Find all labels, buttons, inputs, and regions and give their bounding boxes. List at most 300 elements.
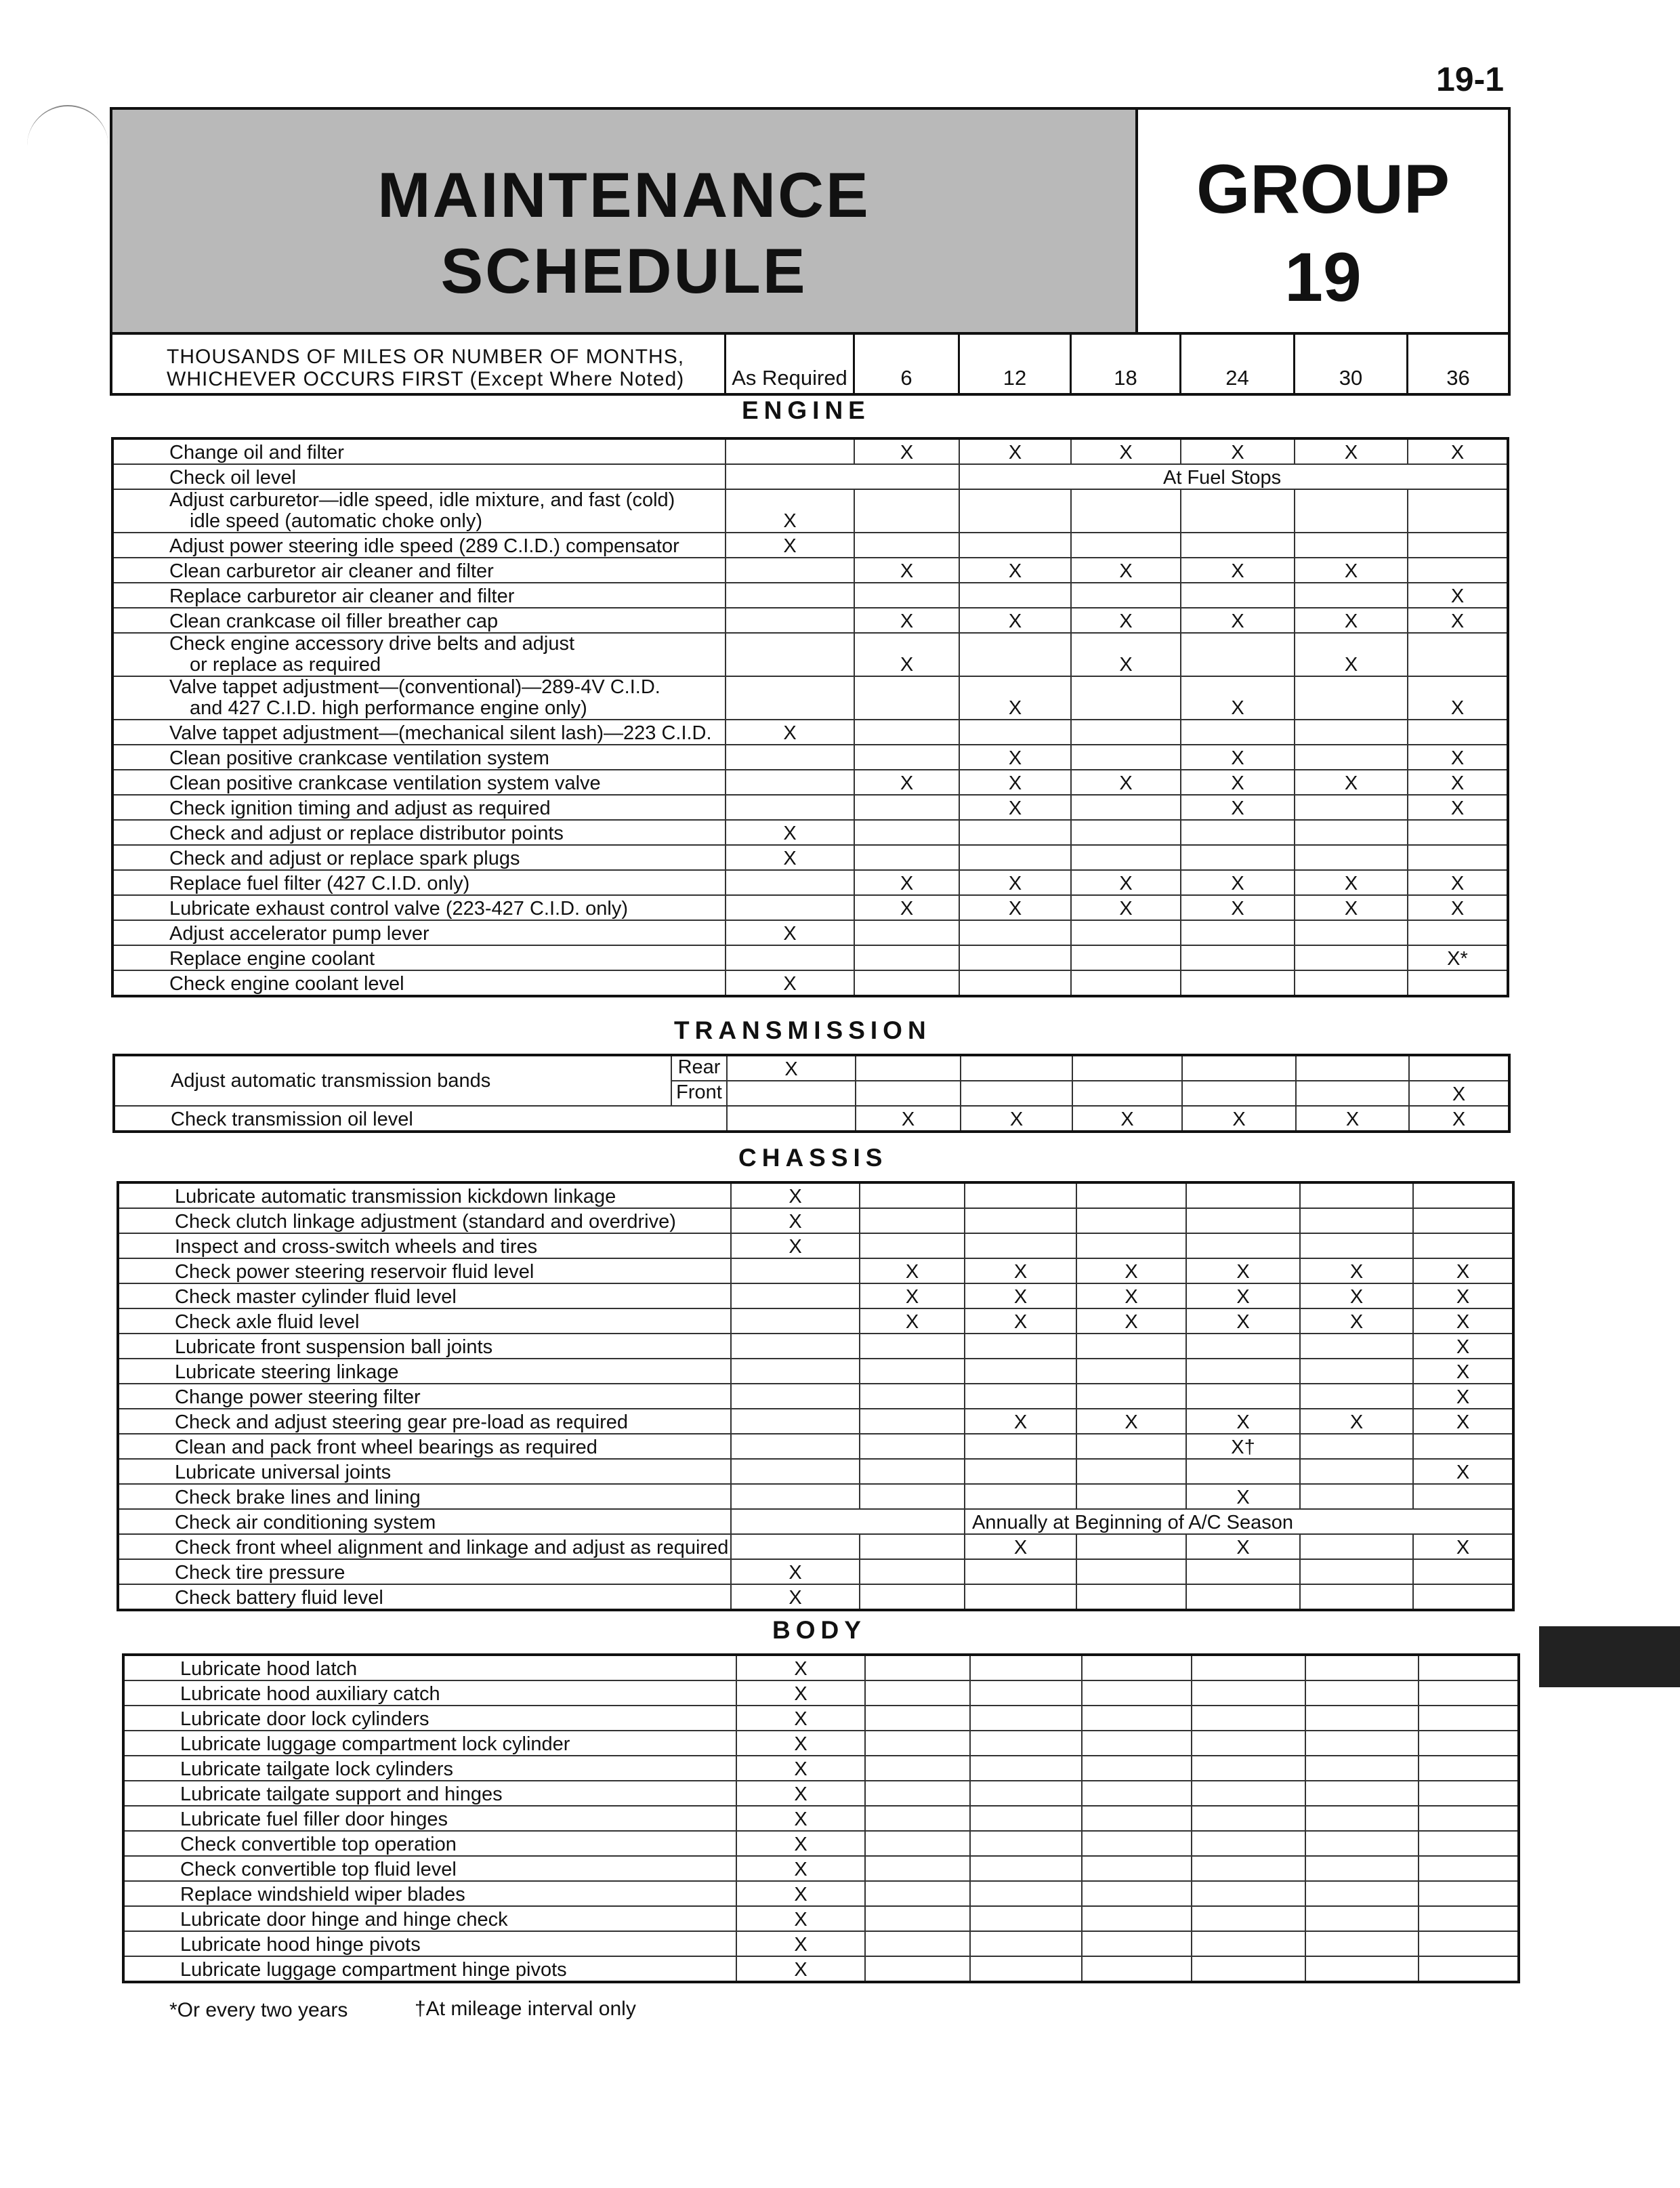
- mark-cell: [1300, 1208, 1413, 1233]
- mark-cell: [854, 945, 959, 970]
- col-label: As Required: [732, 366, 847, 390]
- table-row: [123, 1856, 1519, 1881]
- mark-cell: X: [959, 558, 1071, 583]
- task-cell: [118, 1484, 731, 1509]
- mark-cell: [965, 1459, 1076, 1484]
- task-cell: [118, 1509, 731, 1534]
- mark-cell: [1082, 1856, 1192, 1881]
- title-line-1: MAINTENANCE: [377, 159, 870, 230]
- mark-cell: X: [736, 1956, 865, 1982]
- mark-cell: X: [1186, 1308, 1300, 1334]
- mark-cell: X: [860, 1258, 965, 1283]
- mark-cell: [1082, 1956, 1192, 1982]
- mark-cell: X: [1076, 1409, 1186, 1434]
- mark-cell: [1181, 633, 1295, 676]
- mark-cell: X: [1071, 633, 1181, 676]
- mark-cell: X: [1300, 1409, 1413, 1434]
- mark-cell: X: [1408, 770, 1508, 795]
- task-cell: [123, 1706, 736, 1731]
- mark-cell: [1295, 820, 1408, 845]
- table-row: [112, 533, 1508, 558]
- mark-cell: X: [726, 533, 854, 558]
- table-row: [112, 745, 1508, 770]
- mark-cell: [865, 1655, 970, 1680]
- mark-cell: X: [959, 676, 1071, 720]
- mark-cell: X: [1408, 583, 1508, 608]
- mark-cell: [1419, 1856, 1519, 1881]
- mark-cell: [1413, 1584, 1513, 1610]
- mark-cell: X: [1186, 1283, 1300, 1308]
- table-row: [118, 1208, 1513, 1233]
- mark-cell: [1181, 920, 1295, 945]
- mark-cell: X: [1181, 438, 1295, 464]
- mark-cell: X: [1181, 676, 1295, 720]
- mark-cell: [1413, 1182, 1513, 1208]
- mark-cell: [1181, 970, 1295, 996]
- task-cell: [123, 1781, 736, 1806]
- mark-cell: X: [736, 1731, 865, 1756]
- interval-note: Annually at Beginning of A/C Season: [965, 1509, 1513, 1534]
- mark-cell: X: [736, 1881, 865, 1906]
- mark-cell: X: [1413, 1283, 1513, 1308]
- mark-cell: [1082, 1781, 1192, 1806]
- mark-cell: X: [854, 438, 959, 464]
- task-cell: [118, 1434, 731, 1459]
- mark-cell: [959, 720, 1071, 745]
- mark-cell: [1305, 1655, 1419, 1680]
- mark-cell: [1408, 820, 1508, 845]
- mark-cell: [1295, 676, 1408, 720]
- mark-cell: [959, 920, 1071, 945]
- mark-cell: [865, 1956, 970, 1982]
- col-24: [1179, 335, 1293, 396]
- mark-cell: [965, 1208, 1076, 1233]
- task-cell: [118, 1534, 731, 1559]
- task-cell: [112, 920, 726, 945]
- mark-cell: X: [1295, 633, 1408, 676]
- mark-cell: [970, 1906, 1082, 1931]
- mark-cell: [1305, 1806, 1419, 1831]
- task-label: Adjust accelerator pump lever: [169, 923, 429, 945]
- task-cell: [118, 1258, 731, 1283]
- group-label: GROUP: [1196, 150, 1450, 228]
- mark-cell: X: [726, 720, 854, 745]
- table-row: [112, 820, 1508, 845]
- mark-cell: [731, 1384, 860, 1409]
- mark-cell: [726, 583, 854, 608]
- task-label: Replace carburetor air cleaner and filter: [169, 585, 515, 607]
- mark-cell: [1082, 1756, 1192, 1781]
- mark-cell: [1419, 1731, 1519, 1756]
- mark-cell: X: [1408, 895, 1508, 920]
- interval-label-line-1: THOUSANDS OF MILES OR NUMBER OF MONTHS,: [167, 346, 685, 368]
- mark-cell: [856, 1081, 961, 1106]
- table-row: [112, 676, 1508, 720]
- margin-mark: [27, 105, 108, 147]
- task-cell: [112, 720, 726, 745]
- task-cell: [112, 895, 726, 920]
- page-header: [110, 107, 1511, 396]
- task-cell: [118, 1334, 731, 1359]
- table-row: [118, 1434, 1513, 1459]
- table-row: [112, 870, 1508, 895]
- table-row: [118, 1359, 1513, 1384]
- task-label: Check ignition timing and adjust as required: [169, 798, 551, 819]
- task-label: Lubricate door hinge and hinge check: [180, 1909, 508, 1931]
- table-row: [118, 1283, 1513, 1308]
- table-row: [118, 1233, 1513, 1258]
- task-cell: [112, 870, 726, 895]
- task-label: Clean and pack front wheel bearings as required: [175, 1437, 597, 1458]
- mark-cell: [1305, 1856, 1419, 1881]
- mark-cell: [1076, 1484, 1186, 1509]
- table-row: [112, 795, 1508, 820]
- mark-cell: [865, 1906, 970, 1931]
- mark-cell: [1295, 920, 1408, 945]
- mark-cell: X: [1413, 1534, 1513, 1559]
- task-cell: [112, 770, 726, 795]
- mark-cell: [1192, 1881, 1305, 1906]
- task-label-continued: and 427 C.I.D. high performance engine only): [190, 697, 587, 719]
- mark-cell: [1192, 1906, 1305, 1931]
- task-cell: [118, 1459, 731, 1484]
- mark-cell: [1192, 1680, 1305, 1706]
- table-row: [112, 770, 1508, 795]
- interval-header-label: [167, 346, 684, 390]
- mark-cell: [865, 1706, 970, 1731]
- mark-cell: [1181, 845, 1295, 870]
- title-panel: [112, 110, 1138, 332]
- table-row: [123, 1706, 1519, 1731]
- mark-cell: [865, 1931, 970, 1956]
- mark-cell: [854, 920, 959, 945]
- mark-cell: [1305, 1756, 1419, 1781]
- mark-cell: X: [854, 895, 959, 920]
- mark-cell: [1192, 1655, 1305, 1680]
- mark-cell: [1076, 1534, 1186, 1559]
- mark-cell: X: [1181, 770, 1295, 795]
- page-number: 19-1: [1436, 60, 1505, 98]
- mark-cell: [731, 1484, 860, 1509]
- mark-cell: X: [1181, 795, 1295, 820]
- mark-cell: X: [1181, 870, 1295, 895]
- mark-cell: [1295, 945, 1408, 970]
- mark-cell: [1295, 583, 1408, 608]
- mark-cell: X: [959, 895, 1071, 920]
- task-label: Lubricate universal joints: [175, 1462, 392, 1483]
- mark-cell: [1082, 1680, 1192, 1706]
- task-label: Lubricate front suspension ball joints: [175, 1336, 493, 1358]
- mark-cell: [1192, 1756, 1305, 1781]
- task-label: Lubricate tailgate lock cylinders: [180, 1758, 453, 1780]
- table-row: [112, 583, 1508, 608]
- section-title-transmission: TRANSMISSION: [674, 1016, 931, 1044]
- mark-cell: [1300, 1459, 1413, 1484]
- mark-cell: [1296, 1081, 1409, 1106]
- table-row: [123, 1881, 1519, 1906]
- mark-cell: [1419, 1906, 1519, 1931]
- task-label: Check and adjust steering gear pre-load as required: [175, 1411, 629, 1433]
- mark-cell: X: [965, 1534, 1076, 1559]
- mark-cell: [726, 438, 854, 464]
- mark-cell: [1072, 1081, 1182, 1106]
- mark-cell: [854, 970, 959, 996]
- mark-cell: [1071, 745, 1181, 770]
- mark-cell: [1076, 1384, 1186, 1409]
- mark-cell: X: [731, 1208, 860, 1233]
- table-row: [118, 1384, 1513, 1409]
- mark-cell: [970, 1781, 1082, 1806]
- task-cell: [112, 633, 726, 676]
- task-label: Check front wheel alignment and linkage and adjust as required: [175, 1537, 729, 1559]
- mark-cell: [965, 1334, 1076, 1359]
- mark-cell: [726, 464, 959, 489]
- col-12: [958, 335, 1070, 396]
- table-row: [112, 633, 1508, 676]
- task-cell: [123, 1831, 736, 1856]
- task-label: Clean positive crankcase ventilation system: [169, 747, 549, 769]
- mark-cell: X: [1071, 770, 1181, 795]
- task-label: Lubricate hood latch: [180, 1658, 358, 1680]
- mark-cell: [1181, 720, 1295, 745]
- task-label: Lubricate luggage compartment hinge pivots: [180, 1959, 567, 1981]
- mark-cell: [1300, 1434, 1413, 1459]
- mark-cell: [731, 1334, 860, 1359]
- mark-cell: [1419, 1680, 1519, 1706]
- interval-header-row: [112, 332, 1508, 396]
- task-label: Check axle fluid level: [175, 1311, 360, 1333]
- mark-cell: [1186, 1182, 1300, 1208]
- table-row: [112, 558, 1508, 583]
- mark-cell: [1192, 1781, 1305, 1806]
- mark-cell: [1300, 1584, 1413, 1610]
- task-cell: [112, 489, 726, 533]
- mark-cell: [1413, 1208, 1513, 1233]
- mark-cell: X: [1413, 1359, 1513, 1384]
- mark-cell: X: [1296, 1106, 1409, 1132]
- mark-cell: X: [860, 1308, 965, 1334]
- table-row: [123, 1931, 1519, 1956]
- mark-cell: [970, 1731, 1082, 1756]
- mark-cell: [731, 1459, 860, 1484]
- mark-cell: X: [1409, 1106, 1509, 1132]
- task-cell: [118, 1559, 731, 1584]
- mark-cell: [731, 1534, 860, 1559]
- task-label: Check and adjust or replace distributor points: [169, 823, 564, 844]
- mark-cell: [860, 1359, 965, 1384]
- task-cell: [112, 676, 726, 720]
- mark-cell: [1409, 1055, 1509, 1081]
- task-cell: [123, 1655, 736, 1680]
- mark-cell: [854, 820, 959, 845]
- mark-cell: X: [1295, 608, 1408, 633]
- mark-cell: X: [736, 1831, 865, 1856]
- mark-cell: [1408, 845, 1508, 870]
- mark-cell: [965, 1584, 1076, 1610]
- mark-cell: [865, 1781, 970, 1806]
- mark-cell: X: [726, 489, 854, 533]
- mark-cell: X: [727, 1055, 856, 1081]
- task-label: Lubricate steering linkage: [175, 1361, 399, 1383]
- table-row: [112, 608, 1508, 633]
- task-cell: [112, 438, 726, 464]
- mark-cell: [1186, 1233, 1300, 1258]
- table-row: [123, 1655, 1519, 1680]
- mark-cell: [1305, 1931, 1419, 1956]
- task-cell: [112, 820, 726, 845]
- mark-cell: [1408, 720, 1508, 745]
- mark-cell: [965, 1484, 1076, 1509]
- mark-cell: X: [1186, 1484, 1300, 1509]
- mark-cell: [959, 945, 1071, 970]
- task-cell: [112, 945, 726, 970]
- mark-cell: X: [1071, 895, 1181, 920]
- col-30: [1293, 335, 1406, 396]
- mark-cell: [970, 1655, 1082, 1680]
- task-label: Check transmission oil level: [114, 1106, 727, 1132]
- task-label: Check clutch linkage adjustment (standard and overdrive): [175, 1211, 676, 1233]
- task-cell: [123, 1906, 736, 1931]
- mark-cell: X: [736, 1680, 865, 1706]
- mark-cell: X: [736, 1931, 865, 1956]
- mark-cell: [1076, 1359, 1186, 1384]
- mark-cell: [970, 1680, 1082, 1706]
- task-label: Adjust power steering idle speed (289 C.I.D.) compensator: [169, 535, 679, 557]
- mark-cell: [970, 1931, 1082, 1956]
- mark-cell: [731, 1359, 860, 1384]
- mark-cell: X: [1072, 1106, 1182, 1132]
- task-label: Valve tappet adjustment—(conventional)—289-4V C.I.D.: [169, 676, 660, 698]
- mark-cell: [1305, 1881, 1419, 1906]
- mark-cell: [970, 1706, 1082, 1731]
- mark-cell: [1419, 1756, 1519, 1781]
- mark-cell: [1071, 533, 1181, 558]
- mark-cell: X: [854, 870, 959, 895]
- task-cell: [123, 1680, 736, 1706]
- mark-cell: X: [959, 870, 1071, 895]
- mark-cell: [854, 583, 959, 608]
- mark-cell: [726, 745, 854, 770]
- mark-cell: [856, 1055, 961, 1081]
- col-label: 18: [1114, 366, 1137, 390]
- mark-cell: [965, 1182, 1076, 1208]
- task-label: Check convertible top fluid level: [180, 1859, 457, 1880]
- mark-cell: X: [1413, 1459, 1513, 1484]
- mark-cell: X: [1295, 438, 1408, 464]
- mark-cell: [860, 1534, 965, 1559]
- mark-cell: X: [736, 1706, 865, 1731]
- mark-cell: [1295, 720, 1408, 745]
- mark-cell: X: [1071, 608, 1181, 633]
- mark-cell: X: [860, 1283, 965, 1308]
- mark-cell: X: [965, 1409, 1076, 1434]
- mark-cell: X: [736, 1655, 865, 1680]
- mark-cell: X: [856, 1106, 961, 1132]
- col-36: [1406, 335, 1508, 396]
- mark-cell: [1076, 1584, 1186, 1610]
- mark-cell: X: [854, 558, 959, 583]
- table-row: [118, 1484, 1513, 1509]
- task-cell: [112, 558, 726, 583]
- mark-cell: [1076, 1434, 1186, 1459]
- mark-cell: [726, 608, 854, 633]
- mark-cell: X: [965, 1258, 1076, 1283]
- table-row: [123, 1906, 1519, 1931]
- mark-cell: X: [1408, 745, 1508, 770]
- task-label: Check engine coolant level: [169, 973, 404, 995]
- mark-cell: [970, 1831, 1082, 1856]
- mark-cell: X: [1076, 1283, 1186, 1308]
- col-label: 12: [1003, 366, 1027, 390]
- mark-cell: [1295, 795, 1408, 820]
- mark-cell: [865, 1856, 970, 1881]
- mark-cell: [1300, 1559, 1413, 1584]
- table-row: [112, 920, 1508, 945]
- table-row: [112, 464, 1508, 489]
- interval-note: At Fuel Stops: [959, 464, 1508, 489]
- mark-cell: [1076, 1208, 1186, 1233]
- mark-cell: [1413, 1233, 1513, 1258]
- mark-cell: [1295, 489, 1408, 533]
- mark-cell: [1305, 1731, 1419, 1756]
- mark-cell: [1295, 970, 1408, 996]
- mark-cell: [854, 720, 959, 745]
- mark-cell: X: [1413, 1409, 1513, 1434]
- mark-cell: [1295, 845, 1408, 870]
- mark-cell: [1186, 1584, 1300, 1610]
- mark-cell: X: [1295, 558, 1408, 583]
- mark-cell: [1181, 583, 1295, 608]
- mark-cell: [970, 1881, 1082, 1906]
- mark-cell: [1186, 1459, 1300, 1484]
- mark-cell: [1413, 1484, 1513, 1509]
- mark-cell: X: [1413, 1384, 1513, 1409]
- rear-label: Rear: [671, 1056, 726, 1081]
- mark-cell: X: [731, 1233, 860, 1258]
- mark-cell: [1082, 1881, 1192, 1906]
- mark-cell: X: [736, 1781, 865, 1806]
- mark-cell: [1419, 1881, 1519, 1906]
- table-row: [123, 1731, 1519, 1756]
- col-18: [1070, 335, 1179, 396]
- mark-cell: X: [961, 1106, 1072, 1132]
- title-line-2: SCHEDULE: [440, 235, 807, 306]
- mark-cell: [1305, 1680, 1419, 1706]
- transmission-table: [112, 1054, 1511, 1133]
- mark-cell: X: [736, 1856, 865, 1881]
- mark-cell: [727, 1106, 856, 1132]
- mark-cell: X: [1181, 745, 1295, 770]
- mark-cell: [860, 1559, 965, 1584]
- mark-cell: [1181, 533, 1295, 558]
- mark-cell: [1182, 1081, 1296, 1106]
- mark-cell: X: [1181, 895, 1295, 920]
- mark-cell: [970, 1756, 1082, 1781]
- mark-cell: [726, 870, 854, 895]
- table-row: [112, 720, 1508, 745]
- mark-cell: [1296, 1055, 1409, 1081]
- chassis-table: [117, 1181, 1515, 1611]
- mark-cell: [854, 845, 959, 870]
- mark-cell: [726, 676, 854, 720]
- mark-cell: [1076, 1182, 1186, 1208]
- mark-cell: [860, 1584, 965, 1610]
- group-panel: [1138, 110, 1508, 332]
- mark-cell: X: [1409, 1081, 1509, 1106]
- task-cell: [123, 1756, 736, 1781]
- section-title-body: BODY: [772, 1616, 866, 1644]
- mark-cell: X: [1186, 1409, 1300, 1434]
